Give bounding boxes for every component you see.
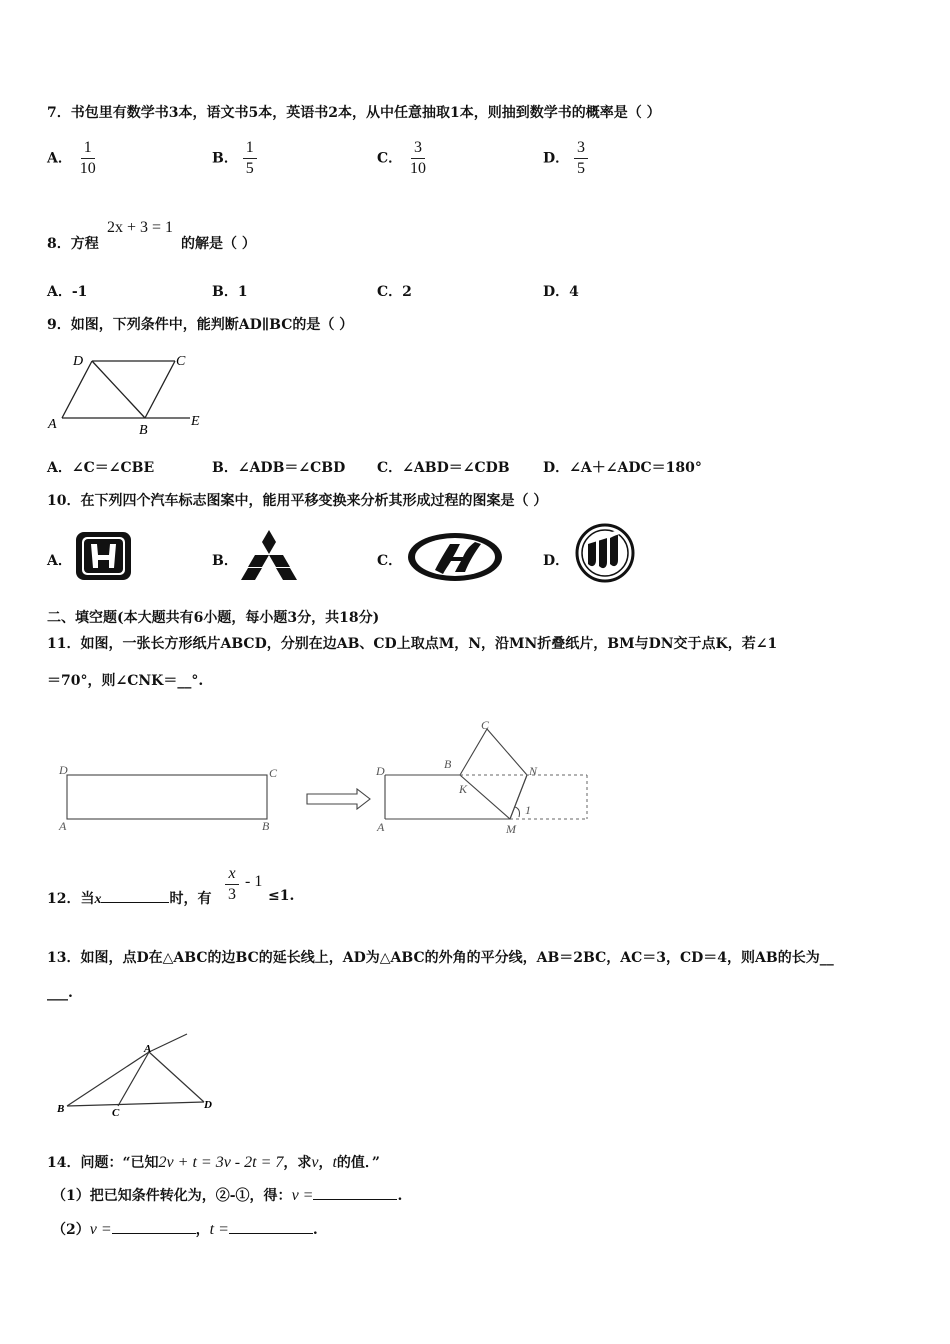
q11-folding-figure: [55, 715, 595, 840]
q9-option-a[interactable]: A．∠C＝∠CBE: [47, 460, 155, 476]
fig2-label-k: K: [459, 782, 468, 796]
fig2-label-c: C: [481, 718, 490, 732]
q9-parallelogram-figure: [45, 348, 215, 438]
q8-option-a[interactable]: A．-1: [47, 284, 88, 300]
label-a: A: [48, 417, 57, 432]
q9-option-b[interactable]: B．∠ADB＝∠CBD: [212, 460, 346, 476]
label-c: C: [112, 1107, 120, 1119]
q14-question: 14．问题：“已知2v + t = 3v - 2t = 7，求v，t的值．”: [47, 1154, 380, 1171]
section-title: 二、填空题(本大题共有6小题，每小题3分，共18分): [47, 610, 380, 626]
q7-option-d[interactable]: D． $\frac{3}{5}$: [543, 138, 588, 179]
fraction: $\frac{1}{10}$: [79, 139, 96, 177]
fig2-label-b: B: [444, 757, 452, 771]
fraction: $\frac{3}{5}$: [574, 138, 588, 179]
fraction: $\frac{1}{5}$: [243, 138, 257, 179]
fig2-label-m: M: [506, 822, 516, 836]
label-b: B: [139, 423, 148, 438]
q12-tail: - 1: [245, 873, 263, 890]
q9-text: 9．如图，下列条件中，能判断AD∥BC的是（ ）: [47, 317, 354, 333]
label-c: C: [176, 354, 186, 369]
fig1-label-c: C: [269, 766, 278, 780]
q7-option-a[interactable]: A． $\frac{1}{10}$: [47, 138, 99, 179]
label-d: D: [204, 1099, 212, 1111]
fig2-label-1: 1: [525, 803, 531, 817]
hyundai-logo-icon: [405, 530, 505, 584]
label-b: B: [57, 1103, 65, 1115]
q9-option-d[interactable]: D．∠A＋∠ADC＝180°: [543, 460, 702, 476]
q10-text: 10．在下列四个汽车标志图案中，能用平移变换来分析其形成过程的图案是（ ）: [47, 493, 548, 509]
q7-text: 7．书包里有数学书3本，语文书5本，英语书2本，从中任意抽取1本，则抽到数学书的概率是（ ）: [47, 105, 661, 121]
fig2-label-a: A: [377, 820, 385, 834]
q10-option-c[interactable]: C．: [377, 553, 403, 569]
q14-step1: （1）把已知条件转化为，②-①，得：v = .: [52, 1187, 403, 1204]
buick-logo-icon: [574, 522, 636, 584]
q13-line1: 13．如图，点D在△ABC的边BC的延长线上，AD为△ABC的外角的平分线，AB＝2BC，AC＝3，CD＝4，则AB的长为__: [47, 950, 834, 966]
fig1-label-b: B: [262, 819, 270, 833]
q11-line2: ＝70°，则∠CNK＝__°.: [47, 673, 204, 689]
label-d: D: [73, 354, 84, 369]
fraction: $\frac{3}{10}$: [410, 139, 427, 177]
q8-equation: 2x + 3 = 1: [107, 219, 174, 236]
fig2-label-n: N: [529, 764, 538, 778]
q12-line: 12．当x 时，有: [47, 891, 212, 907]
answer-blank[interactable]: [313, 1199, 397, 1200]
q8-option-d[interactable]: D．4: [543, 284, 579, 300]
mitsubishi-logo-icon: [240, 528, 300, 582]
q7-option-c[interactable]: C． $\frac{3}{10}$: [377, 138, 429, 179]
q10-option-d[interactable]: D．: [543, 553, 570, 569]
q11-line1: 11．如图，一张长方形纸片ABCD，分别在边AB、CD上取点M，N，沿MN折叠纸片，BM与DN交于点K，若∠1: [47, 636, 778, 652]
q8-prefix: 8．方程: [47, 236, 99, 252]
q13-line2: ___.: [47, 985, 73, 1001]
q7-option-b[interactable]: B． $\frac{1}{5}$: [212, 138, 257, 179]
q10-option-a[interactable]: A．: [47, 553, 72, 569]
q12-inequality: $\frac{x}{3}$: [225, 864, 239, 905]
label-e: E: [191, 414, 200, 429]
q13-triangle-figure: [52, 1030, 222, 1120]
q8-option-c[interactable]: C．2: [377, 284, 412, 300]
answer-blank[interactable]: [112, 1233, 196, 1234]
honda-logo-icon: [74, 530, 134, 582]
q8-suffix: 的解是（ ）: [181, 236, 256, 252]
fig1-label-d: D: [59, 763, 68, 777]
q8-option-b[interactable]: B．1: [212, 284, 248, 300]
q10-option-b[interactable]: B．: [212, 553, 238, 569]
label-a: A: [144, 1043, 152, 1055]
answer-blank[interactable]: [101, 902, 169, 903]
q9-option-c[interactable]: C．∠ABD＝∠CDB: [377, 460, 510, 476]
answer-blank[interactable]: [229, 1233, 313, 1234]
fig1-label-a: A: [59, 819, 67, 833]
q12-suffix: ≤1.: [268, 888, 295, 904]
fig2-label-d: D: [376, 764, 385, 778]
q14-step2: （2）v = ，t = .: [52, 1221, 318, 1238]
